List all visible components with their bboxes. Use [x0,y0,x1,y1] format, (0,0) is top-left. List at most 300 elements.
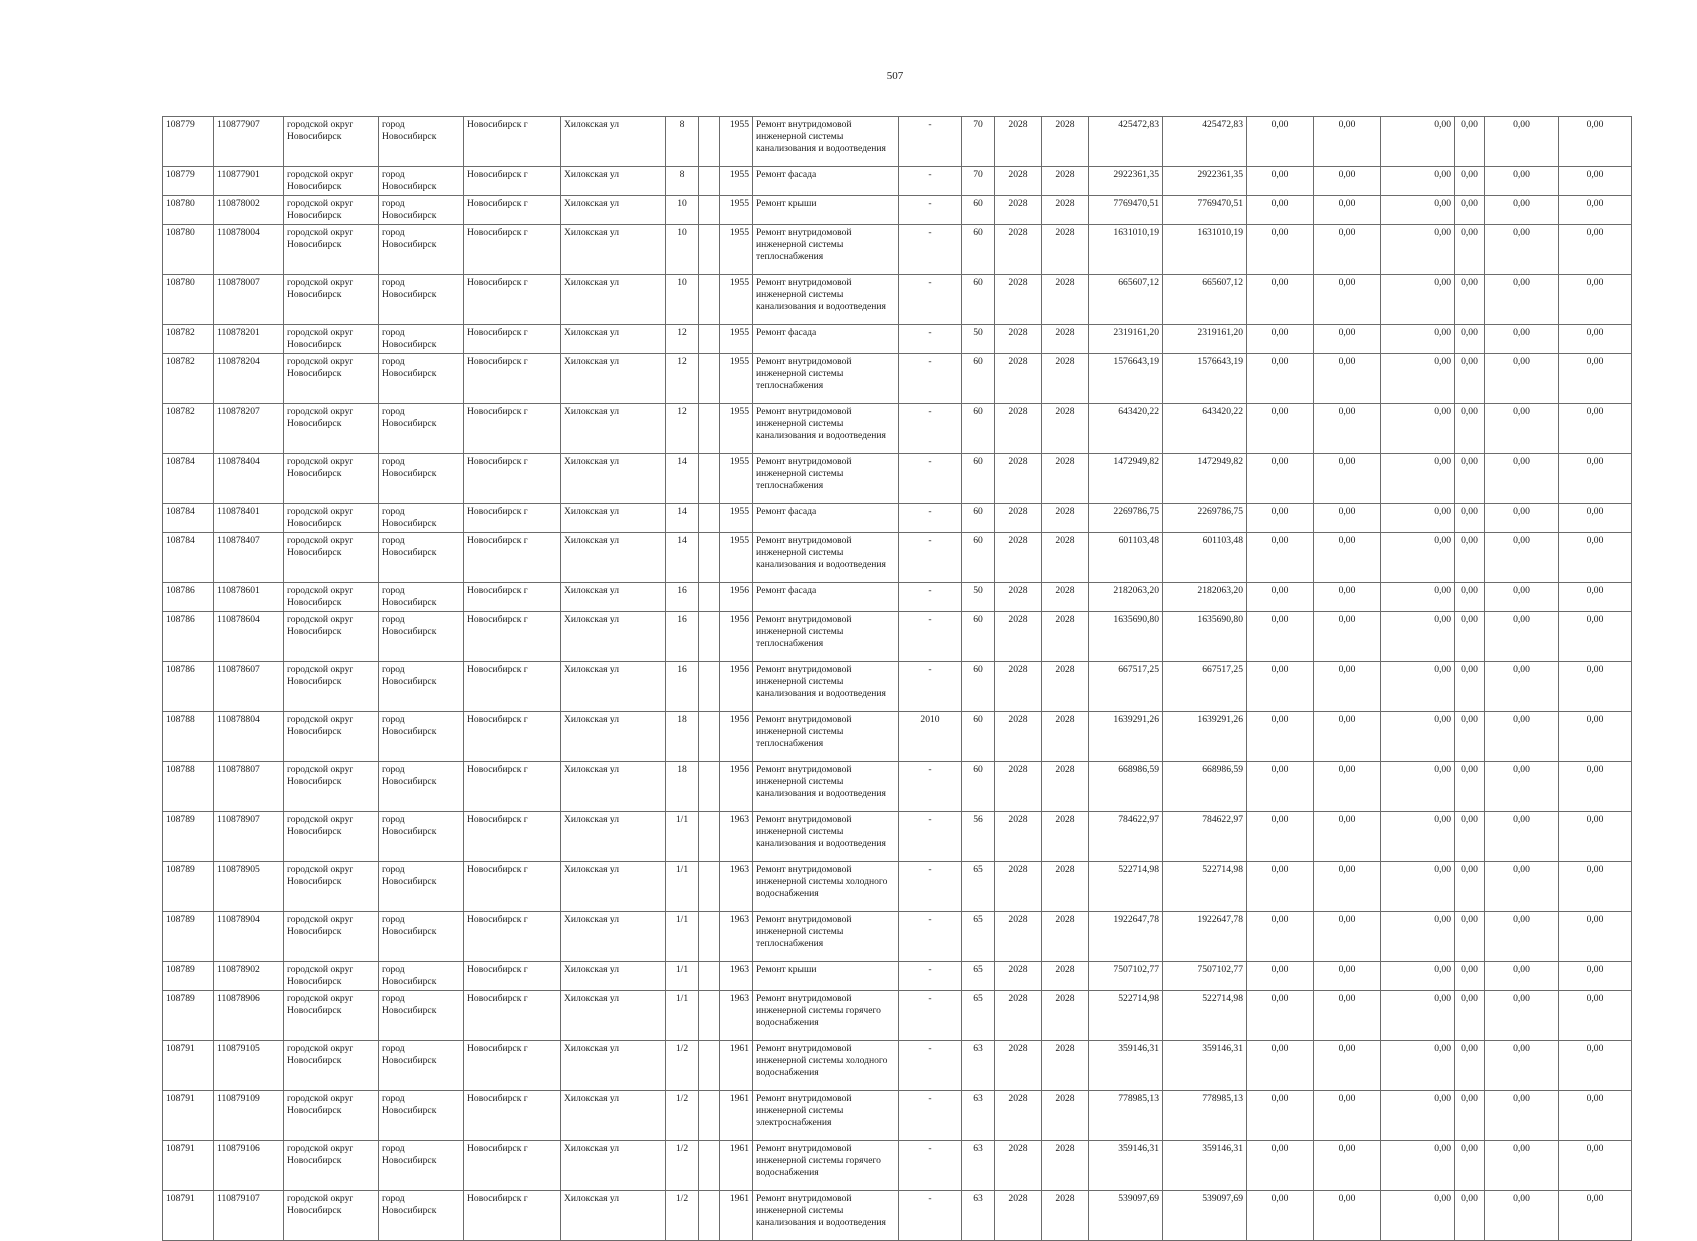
cell-reserve-funds: 0,00 [1559,1191,1632,1241]
cell-work-type: Ремонт внутридомовой инженерной системы канализования и водоотведения [753,762,899,812]
cell-reserve-funds: 0,00 [1559,325,1632,354]
cell-object-code: 110879105 [214,1041,284,1091]
cell-work-type: Ремонт внутридомовой инженерной системы канализования и водоотведения [753,1191,899,1241]
cell-last-repair-year: - [899,662,962,712]
cell-house-number: 12 [666,354,699,404]
cell-building [699,712,720,762]
cell-street: Хилокская ул [561,533,666,583]
cell-street: Хилокская ул [561,1091,666,1141]
cell-subsidy-federal: 0,00 [1247,862,1314,912]
cell-city: Новосибирск г [464,454,561,504]
cell-municipal-district: городской округ Новосибирск [284,354,379,404]
cell-wear-percent: 60 [962,504,995,533]
cell-owners-funds: 0,00 [1455,912,1485,962]
cell-year-built: 1956 [720,662,753,712]
cell-subsidy-local: 0,00 [1381,991,1455,1041]
cell-plan-year-start: 2028 [995,583,1042,612]
cell-wear-percent: 60 [962,454,995,504]
cell-municipal-district: городской округ Новосибирск [284,1091,379,1141]
cell-work-type: Ремонт внутридомовой инженерной системы теплоснабжения [753,454,899,504]
cell-street: Хилокская ул [561,117,666,167]
cell-building [699,533,720,583]
cell-fund-cost: 1631010,19 [1163,225,1247,275]
cell-fund-cost: 2269786,75 [1163,504,1247,533]
cell-plan-year-start: 2028 [995,612,1042,662]
cell-settlement: город Новосибирск [379,962,464,991]
cell-other-funds: 0,00 [1485,1041,1559,1091]
cell-house-number: 14 [666,454,699,504]
cell-year-built: 1955 [720,533,753,583]
cell-subsidy-regional: 0,00 [1314,117,1381,167]
cell-plan-year-end: 2028 [1042,117,1089,167]
cell-city: Новосибирск г [464,712,561,762]
cell-work-type: Ремонт фасада [753,504,899,533]
cell-wear-percent: 50 [962,325,995,354]
cell-total-cost: 425472,83 [1089,117,1163,167]
cell-year-built: 1955 [720,504,753,533]
cell-plan-year-start: 2028 [995,662,1042,712]
cell-subsidy-federal: 0,00 [1247,167,1314,196]
cell-wear-percent: 65 [962,862,995,912]
cell-fund-cost: 1472949,82 [1163,454,1247,504]
cell-building [699,504,720,533]
cell-settlement: город Новосибирск [379,225,464,275]
cell-last-repair-year: - [899,454,962,504]
cell-municipal-district: городской округ Новосибирск [284,275,379,325]
cell-owners-funds: 0,00 [1455,167,1485,196]
cell-other-funds: 0,00 [1485,612,1559,662]
cell-object-code: 110878407 [214,533,284,583]
cell-reserve-funds: 0,00 [1559,962,1632,991]
cell-settlement: город Новосибирск [379,812,464,862]
cell-work-type: Ремонт фасада [753,583,899,612]
cell-subsidy-regional: 0,00 [1314,862,1381,912]
cell-total-cost: 2182063,20 [1089,583,1163,612]
cell-fund-cost: 522714,98 [1163,862,1247,912]
cell-owners-funds: 0,00 [1455,712,1485,762]
cell-last-repair-year: - [899,325,962,354]
cell-reserve-funds: 0,00 [1559,533,1632,583]
cell-settlement: город Новосибирск [379,275,464,325]
cell-owners-funds: 0,00 [1455,991,1485,1041]
cell-object-code: 110878807 [214,762,284,812]
cell-street: Хилокская ул [561,962,666,991]
cell-reserve-funds: 0,00 [1559,404,1632,454]
cell-last-repair-year: - [899,1091,962,1141]
cell-subsidy-local: 0,00 [1381,196,1455,225]
cell-reserve-funds: 0,00 [1559,1041,1632,1091]
cell-other-funds: 0,00 [1485,662,1559,712]
cell-row-id: 108786 [163,662,214,712]
cell-row-id: 108791 [163,1141,214,1191]
cell-subsidy-local: 0,00 [1381,612,1455,662]
cell-fund-cost: 778985,13 [1163,1091,1247,1141]
cell-other-funds: 0,00 [1485,712,1559,762]
cell-subsidy-federal: 0,00 [1247,762,1314,812]
table-row [163,275,1632,325]
cell-subsidy-local: 0,00 [1381,167,1455,196]
cell-settlement: город Новосибирск [379,1191,464,1241]
cell-city: Новосибирск г [464,862,561,912]
cell-row-id: 108789 [163,912,214,962]
cell-owners-funds: 0,00 [1455,612,1485,662]
table-body [163,117,1632,1241]
cell-subsidy-regional: 0,00 [1314,583,1381,612]
cell-owners-funds: 0,00 [1455,962,1485,991]
cell-subsidy-federal: 0,00 [1247,404,1314,454]
cell-settlement: город Новосибирск [379,1041,464,1091]
cell-plan-year-start: 2028 [995,1091,1042,1141]
cell-plan-year-end: 2028 [1042,612,1089,662]
cell-street: Хилокская ул [561,454,666,504]
cell-municipal-district: городской округ Новосибирск [284,962,379,991]
cell-house-number: 12 [666,404,699,454]
cell-settlement: город Новосибирск [379,912,464,962]
cell-plan-year-end: 2028 [1042,354,1089,404]
table-row [163,167,1632,196]
cell-other-funds: 0,00 [1485,1191,1559,1241]
cell-reserve-funds: 0,00 [1559,812,1632,862]
cell-other-funds: 0,00 [1485,117,1559,167]
cell-building [699,1091,720,1141]
table-row [163,612,1632,662]
cell-subsidy-federal: 0,00 [1247,712,1314,762]
cell-plan-year-start: 2028 [995,1041,1042,1091]
cell-building [699,612,720,662]
cell-subsidy-federal: 0,00 [1247,1091,1314,1141]
cell-municipal-district: городской округ Новосибирск [284,712,379,762]
cell-subsidy-local: 0,00 [1381,1041,1455,1091]
cell-fund-cost: 539097,69 [1163,1191,1247,1241]
cell-row-id: 108786 [163,612,214,662]
cell-object-code: 110878902 [214,962,284,991]
cell-wear-percent: 60 [962,762,995,812]
cell-municipal-district: городской округ Новосибирск [284,325,379,354]
cell-plan-year-start: 2028 [995,1191,1042,1241]
cell-municipal-district: городской округ Новосибирск [284,167,379,196]
cell-fund-cost: 667517,25 [1163,662,1247,712]
cell-row-id: 108791 [163,1191,214,1241]
cell-year-built: 1961 [720,1141,753,1191]
cell-row-id: 108789 [163,991,214,1041]
cell-subsidy-federal: 0,00 [1247,991,1314,1041]
cell-total-cost: 1576643,19 [1089,354,1163,404]
cell-owners-funds: 0,00 [1455,662,1485,712]
table-row [163,196,1632,225]
cell-street: Хилокская ул [561,1191,666,1241]
cell-reserve-funds: 0,00 [1559,1091,1632,1141]
cell-total-cost: 2269786,75 [1089,504,1163,533]
cell-plan-year-end: 2028 [1042,1191,1089,1241]
cell-municipal-district: городской округ Новосибирск [284,762,379,812]
cell-subsidy-regional: 0,00 [1314,991,1381,1041]
cell-owners-funds: 0,00 [1455,117,1485,167]
cell-subsidy-local: 0,00 [1381,583,1455,612]
cell-work-type: Ремонт внутридомовой инженерной системы канализования и водоотведения [753,404,899,454]
cell-object-code: 110878207 [214,404,284,454]
cell-owners-funds: 0,00 [1455,1041,1485,1091]
cell-plan-year-end: 2028 [1042,225,1089,275]
cell-reserve-funds: 0,00 [1559,762,1632,812]
cell-subsidy-local: 0,00 [1381,812,1455,862]
table-row [163,404,1632,454]
cell-fund-cost: 1922647,78 [1163,912,1247,962]
cell-house-number: 1/1 [666,991,699,1041]
cell-object-code: 110878904 [214,912,284,962]
cell-house-number: 8 [666,167,699,196]
cell-settlement: город Новосибирск [379,583,464,612]
cell-work-type: Ремонт крыши [753,196,899,225]
cell-street: Хилокская ул [561,1141,666,1191]
cell-fund-cost: 425472,83 [1163,117,1247,167]
cell-subsidy-federal: 0,00 [1247,117,1314,167]
cell-reserve-funds: 0,00 [1559,196,1632,225]
capital-repair-table [162,116,1632,1241]
cell-subsidy-federal: 0,00 [1247,504,1314,533]
cell-other-funds: 0,00 [1485,1091,1559,1141]
cell-subsidy-federal: 0,00 [1247,962,1314,991]
cell-other-funds: 0,00 [1485,167,1559,196]
cell-owners-funds: 0,00 [1455,533,1485,583]
cell-row-id: 108782 [163,404,214,454]
cell-fund-cost: 359146,31 [1163,1041,1247,1091]
cell-wear-percent: 60 [962,712,995,762]
cell-reserve-funds: 0,00 [1559,862,1632,912]
cell-subsidy-local: 0,00 [1381,862,1455,912]
cell-row-id: 108784 [163,504,214,533]
cell-wear-percent: 65 [962,912,995,962]
cell-street: Хилокская ул [561,862,666,912]
cell-building [699,454,720,504]
cell-municipal-district: городской округ Новосибирск [284,862,379,912]
cell-owners-funds: 0,00 [1455,404,1485,454]
cell-last-repair-year: - [899,404,962,454]
cell-street: Хилокская ул [561,1041,666,1091]
cell-plan-year-end: 2028 [1042,404,1089,454]
cell-year-built: 1963 [720,912,753,962]
cell-year-built: 1963 [720,862,753,912]
cell-owners-funds: 0,00 [1455,196,1485,225]
cell-municipal-district: городской округ Новосибирск [284,225,379,275]
cell-settlement: город Новосибирск [379,1091,464,1141]
cell-municipal-district: городской округ Новосибирск [284,504,379,533]
cell-municipal-district: городской округ Новосибирск [284,812,379,862]
cell-city: Новосибирск г [464,1141,561,1191]
cell-work-type: Ремонт внутридомовой инженерной системы холодного водоснабжения [753,1041,899,1091]
cell-owners-funds: 0,00 [1455,225,1485,275]
cell-work-type: Ремонт внутридомовой инженерной системы горячего водоснабжения [753,991,899,1041]
cell-municipal-district: городской округ Новосибирск [284,612,379,662]
cell-municipal-district: городской округ Новосибирск [284,1141,379,1191]
cell-work-type: Ремонт внутридомовой инженерной системы канализования и водоотведения [753,117,899,167]
cell-last-repair-year: - [899,225,962,275]
table-row [163,117,1632,167]
cell-house-number: 8 [666,117,699,167]
cell-municipal-district: городской округ Новосибирск [284,196,379,225]
cell-fund-cost: 668986,59 [1163,762,1247,812]
cell-last-repair-year: - [899,762,962,812]
cell-object-code: 110879109 [214,1091,284,1141]
cell-other-funds: 0,00 [1485,404,1559,454]
cell-settlement: город Новосибирск [379,504,464,533]
cell-reserve-funds: 0,00 [1559,662,1632,712]
cell-wear-percent: 50 [962,583,995,612]
table-row [163,912,1632,962]
cell-plan-year-end: 2028 [1042,454,1089,504]
cell-plan-year-start: 2028 [995,117,1042,167]
cell-owners-funds: 0,00 [1455,762,1485,812]
cell-building [699,354,720,404]
cell-plan-year-start: 2028 [995,533,1042,583]
cell-last-repair-year: - [899,533,962,583]
cell-last-repair-year: - [899,1191,962,1241]
cell-year-built: 1955 [720,325,753,354]
cell-work-type: Ремонт внутридомовой инженерной системы канализования и водоотведения [753,533,899,583]
cell-last-repair-year: - [899,1141,962,1191]
cell-subsidy-federal: 0,00 [1247,533,1314,583]
cell-municipal-district: городской округ Новосибирск [284,404,379,454]
cell-year-built: 1955 [720,404,753,454]
cell-wear-percent: 60 [962,196,995,225]
cell-house-number: 1/1 [666,812,699,862]
cell-building [699,325,720,354]
cell-owners-funds: 0,00 [1455,862,1485,912]
cell-subsidy-local: 0,00 [1381,275,1455,325]
cell-year-built: 1956 [720,712,753,762]
table-row [163,533,1632,583]
cell-reserve-funds: 0,00 [1559,583,1632,612]
cell-plan-year-start: 2028 [995,454,1042,504]
cell-last-repair-year: 2010 [899,712,962,762]
cell-total-cost: 668986,59 [1089,762,1163,812]
cell-house-number: 14 [666,533,699,583]
cell-municipal-district: городской округ Новосибирск [284,662,379,712]
cell-subsidy-regional: 0,00 [1314,504,1381,533]
cell-owners-funds: 0,00 [1455,454,1485,504]
cell-subsidy-regional: 0,00 [1314,225,1381,275]
cell-year-built: 1961 [720,1091,753,1141]
cell-municipal-district: городской округ Новосибирск [284,533,379,583]
cell-subsidy-regional: 0,00 [1314,275,1381,325]
cell-fund-cost: 1639291,26 [1163,712,1247,762]
cell-building [699,117,720,167]
cell-building [699,812,720,862]
cell-object-code: 110878404 [214,454,284,504]
cell-house-number: 1/1 [666,912,699,962]
cell-plan-year-start: 2028 [995,404,1042,454]
cell-row-id: 108784 [163,533,214,583]
cell-plan-year-start: 2028 [995,991,1042,1041]
cell-fund-cost: 2922361,35 [1163,167,1247,196]
cell-last-repair-year: - [899,991,962,1041]
cell-settlement: город Новосибирск [379,354,464,404]
cell-total-cost: 784622,97 [1089,812,1163,862]
table-row [163,504,1632,533]
cell-plan-year-end: 2028 [1042,1091,1089,1141]
cell-city: Новосибирск г [464,991,561,1041]
cell-year-built: 1956 [720,583,753,612]
cell-subsidy-local: 0,00 [1381,762,1455,812]
cell-year-built: 1955 [720,117,753,167]
cell-other-funds: 0,00 [1485,762,1559,812]
cell-total-cost: 1922647,78 [1089,912,1163,962]
cell-row-id: 108780 [163,225,214,275]
cell-city: Новосибирск г [464,662,561,712]
cell-total-cost: 643420,22 [1089,404,1163,454]
cell-house-number: 12 [666,325,699,354]
cell-subsidy-federal: 0,00 [1247,812,1314,862]
cell-subsidy-federal: 0,00 [1247,583,1314,612]
cell-wear-percent: 60 [962,612,995,662]
cell-plan-year-end: 2028 [1042,662,1089,712]
cell-subsidy-local: 0,00 [1381,962,1455,991]
cell-wear-percent: 60 [962,404,995,454]
cell-object-code: 110878201 [214,325,284,354]
cell-settlement: город Новосибирск [379,533,464,583]
cell-work-type: Ремонт внутридомовой инженерной системы теплоснабжения [753,225,899,275]
cell-municipal-district: городской округ Новосибирск [284,1191,379,1241]
cell-house-number: 14 [666,504,699,533]
cell-owners-funds: 0,00 [1455,325,1485,354]
cell-total-cost: 1635690,80 [1089,612,1163,662]
table-row [163,662,1632,712]
cell-street: Хилокская ул [561,991,666,1041]
cell-fund-cost: 643420,22 [1163,404,1247,454]
cell-plan-year-start: 2028 [995,275,1042,325]
cell-house-number: 1/2 [666,1141,699,1191]
cell-object-code: 110878804 [214,712,284,762]
cell-total-cost: 522714,98 [1089,862,1163,912]
cell-building [699,662,720,712]
cell-other-funds: 0,00 [1485,533,1559,583]
cell-city: Новосибирск г [464,196,561,225]
cell-house-number: 18 [666,762,699,812]
cell-city: Новосибирск г [464,354,561,404]
cell-plan-year-start: 2028 [995,962,1042,991]
table-row [163,812,1632,862]
cell-subsidy-federal: 0,00 [1247,225,1314,275]
cell-row-id: 108780 [163,275,214,325]
cell-other-funds: 0,00 [1485,354,1559,404]
cell-city: Новосибирск г [464,762,561,812]
cell-year-built: 1955 [720,354,753,404]
cell-house-number: 16 [666,662,699,712]
cell-building [699,862,720,912]
cell-subsidy-local: 0,00 [1381,504,1455,533]
cell-work-type: Ремонт внутридомовой инженерной системы горячего водоснабжения [753,1141,899,1191]
cell-fund-cost: 7769470,51 [1163,196,1247,225]
cell-total-cost: 665607,12 [1089,275,1163,325]
cell-subsidy-regional: 0,00 [1314,712,1381,762]
cell-last-repair-year: - [899,167,962,196]
cell-subsidy-regional: 0,00 [1314,612,1381,662]
cell-work-type: Ремонт внутридомовой инженерной системы теплоснабжения [753,912,899,962]
cell-subsidy-regional: 0,00 [1314,812,1381,862]
cell-plan-year-end: 2028 [1042,325,1089,354]
cell-city: Новосибирск г [464,504,561,533]
cell-building [699,1191,720,1241]
cell-last-repair-year: - [899,117,962,167]
cell-city: Новосибирск г [464,275,561,325]
cell-house-number: 16 [666,612,699,662]
cell-settlement: город Новосибирск [379,196,464,225]
cell-settlement: город Новосибирск [379,612,464,662]
cell-subsidy-federal: 0,00 [1247,612,1314,662]
cell-city: Новосибирск г [464,1041,561,1091]
cell-subsidy-regional: 0,00 [1314,1191,1381,1241]
cell-city: Новосибирск г [464,404,561,454]
cell-fund-cost: 2182063,20 [1163,583,1247,612]
